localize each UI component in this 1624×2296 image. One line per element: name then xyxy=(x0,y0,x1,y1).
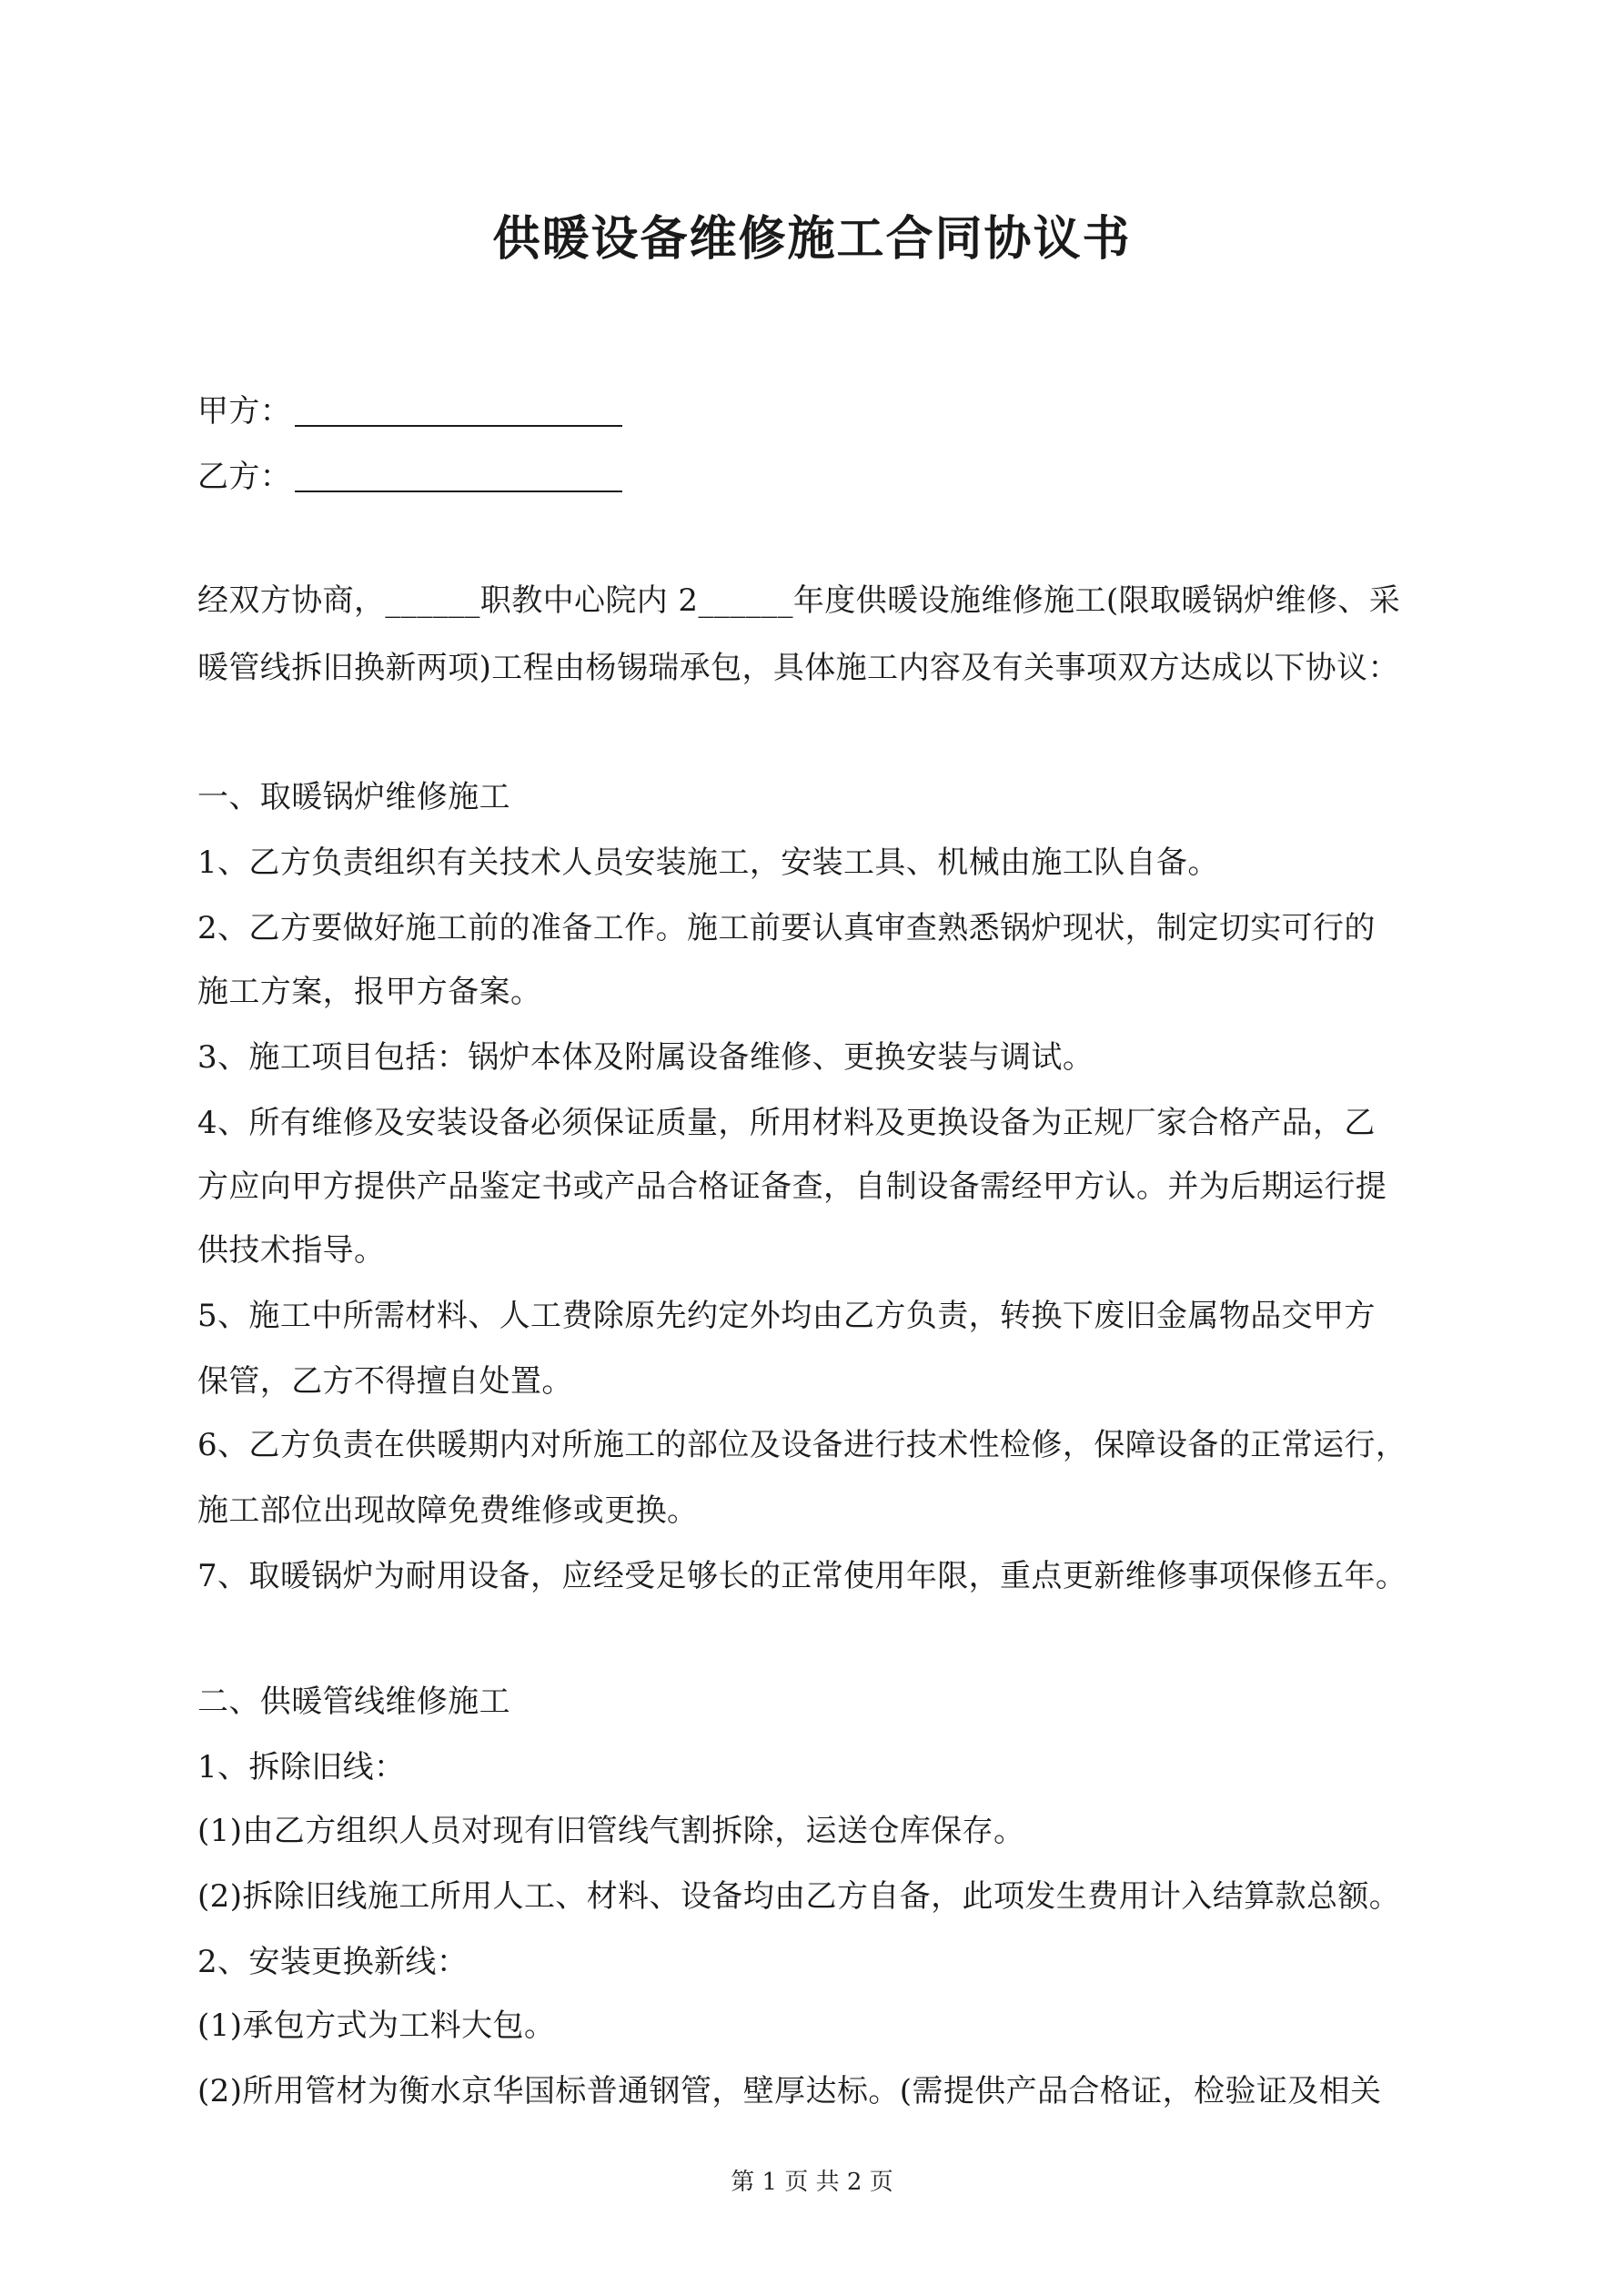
paragraph-line: (1)由乙方组织人员对现有旧管线气割拆除，运送仓库保存。 xyxy=(197,1813,1025,1849)
paragraph-line: 1、乙方负责组织有关技术人员安装施工，安装工具、机械由施工队自备。 xyxy=(197,845,1219,881)
party-a-blank xyxy=(295,398,622,427)
paragraph-line: 保管，乙方不得擅自处置。 xyxy=(197,1363,573,1400)
paragraph-line: 1、拆除旧线： xyxy=(197,1749,406,1785)
party-a-line xyxy=(197,389,1444,433)
party-a-label: 甲方： xyxy=(197,393,292,430)
document-title: 供暖设备维修施工合同协议书 xyxy=(492,211,1132,267)
paragraph-line: 2、乙方要做好施工前的准备工作。施工前要认真审查熟悉锅炉现状，制定切实可行的 xyxy=(197,910,1376,946)
paragraph-line: 方应向甲方提供产品鉴定书或产品合格证备查，自制设备需经甲方认。并为后期运行提 xyxy=(197,1168,1387,1205)
intro-line: 经双方协商，______职教中心院内 2______年度供暖设施维修施工(限取暖锅炉维修、采 xyxy=(197,582,1401,619)
paragraph-line: 供技术指导。 xyxy=(197,1232,386,1269)
paragraph-line: (1)承包方式为工料大包。 xyxy=(197,2008,556,2044)
paragraph-line: 2、安装更换新线： xyxy=(197,1944,469,1980)
paragraph-line: 6、乙方负责在供暖期内对所施工的部位及设备进行技术性检修，保障设备的正常运行， xyxy=(197,1427,1407,1463)
paragraph-line: 4、所有维修及安装设备必须保证质量，所用材料及更换设备为正规厂家合格产品，乙 xyxy=(197,1105,1376,1141)
section-heading: 二、供暖管线维修施工 xyxy=(197,1684,510,1720)
paragraph-line: 施工部位出现故障免费维修或更换。 xyxy=(197,1492,699,1529)
paragraph-line: (2)拆除旧线施工所用人工、材料、设备均由乙方自备，此项发生费用计入结算款总额。 xyxy=(197,1878,1401,1915)
paragraph-line: 施工方案，报甲方备案。 xyxy=(197,974,542,1010)
party-b-line xyxy=(197,455,1444,499)
paragraph-line: 5、施工中所需材料、人工费除原先约定外均由乙方负责，转换下废旧金属物品交甲方 xyxy=(197,1298,1376,1334)
section-heading: 一、取暖锅炉维修施工 xyxy=(197,779,510,815)
paragraph-line: (2)所用管材为衡水京华国标普通钢管，壁厚达标。(需提供产品合格证，检验证及相关 xyxy=(197,2073,1382,2109)
paragraph-line: 3、施工项目包括：锅炉本体及附属设备维修、更换安装与调试。 xyxy=(197,1039,1094,1076)
party-b-label: 乙方： xyxy=(197,459,292,495)
intro-line: 暖管线拆旧换新两项)工程由杨锡瑞承包，具体施工内容及有关事项双方达成以下协议： xyxy=(197,650,1399,686)
party-b-blank xyxy=(295,463,622,492)
paragraph-line: 7、取暖锅炉为耐用设备，应经受足够长的正常使用年限，重点更新维修事项保修五年。 xyxy=(197,1558,1407,1594)
page-number: 第 1 页 共 2 页 xyxy=(731,2169,893,2196)
